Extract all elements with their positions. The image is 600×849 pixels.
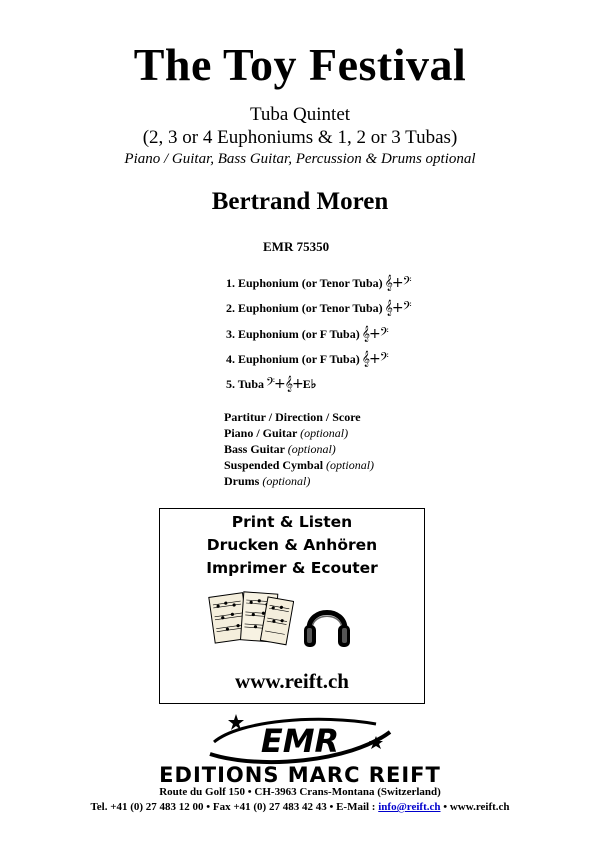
clef-icon: 𝄢+𝄞+ (266, 376, 303, 392)
promo-line: Print & Listen (231, 513, 353, 531)
part-item (226, 351, 388, 367)
subtitle-instrumentation: (2, 3 or 4 Euphoniums & 1, 2 or 3 Tubas) (142, 127, 458, 148)
promo-line: Imprimer & Ecouter (206, 559, 378, 577)
part-item (226, 300, 411, 316)
optional-name: Partitur / Direction / Score (224, 410, 361, 424)
optional-note: (optional) (287, 442, 336, 456)
optional-name: Drums (224, 474, 260, 488)
optional-item (224, 410, 361, 425)
clef-icon: 𝄞+𝄢 (361, 351, 388, 367)
composer-name: Bertrand Moren (211, 188, 389, 215)
optional-note: (optional) (326, 458, 375, 472)
promo-line: Drucken & Anhören (206, 536, 378, 554)
optional-name: Suspended Cymbal (224, 458, 324, 472)
sheet-music-icon (208, 587, 294, 651)
part-item (226, 326, 388, 342)
part-label: 5. Tuba (226, 376, 265, 391)
emr-logo (200, 712, 400, 766)
website-text: • www.reift.ch (443, 801, 510, 813)
subtitle-optional: Piano / Guitar, Bass Guitar, Percussion & Drums optional (124, 151, 476, 167)
key-label: E♭ (302, 376, 317, 391)
part-label: 3. Euphonium (or F Tuba) (226, 326, 360, 341)
clef-icon: 𝄞+𝄢 (361, 326, 388, 342)
part-item (226, 376, 316, 392)
headphones-icon (301, 595, 353, 651)
optional-item (224, 426, 348, 441)
publisher-name: EDITIONS MARC REIFT (159, 763, 441, 787)
optional-name: Bass Guitar (224, 442, 285, 456)
email-link[interactable]: info@reift.ch (378, 801, 441, 813)
page-title: The Toy Festival (133, 39, 467, 90)
part-label: 1. Euphonium (or Tenor Tuba) (226, 275, 383, 290)
website-link[interactable]: www.reift.ch (235, 669, 349, 693)
publisher-address: Route du Golf 150 • CH-3963 Crans-Montana (Switzerland) (159, 786, 441, 798)
contact-phone-fax: Tel. +41 (0) 27 483 12 00 • Fax +41 (0) 27 483 42 43 • E-Mail : (90, 801, 376, 813)
part-label: 2. Euphonium (or Tenor Tuba) (226, 300, 383, 315)
optional-name: Piano / Guitar (224, 426, 298, 440)
optional-note: (optional) (300, 426, 349, 440)
print-listen-box (159, 508, 425, 704)
logo-text: EMR (260, 722, 340, 760)
catalog-number: EMR 75350 (263, 239, 330, 254)
part-label: 4. Euphonium (or F Tuba) (226, 351, 360, 366)
publisher-contact (0, 801, 600, 813)
clef-icon: 𝄞+𝄢 (384, 275, 411, 291)
optional-item (224, 458, 374, 473)
optional-item (224, 474, 310, 489)
subtitle-ensemble: Tuba Quintet (249, 104, 351, 125)
clef-icon: 𝄞+𝄢 (384, 300, 411, 316)
optional-note: (optional) (262, 474, 311, 488)
optional-item (224, 442, 336, 457)
part-item (226, 275, 411, 291)
